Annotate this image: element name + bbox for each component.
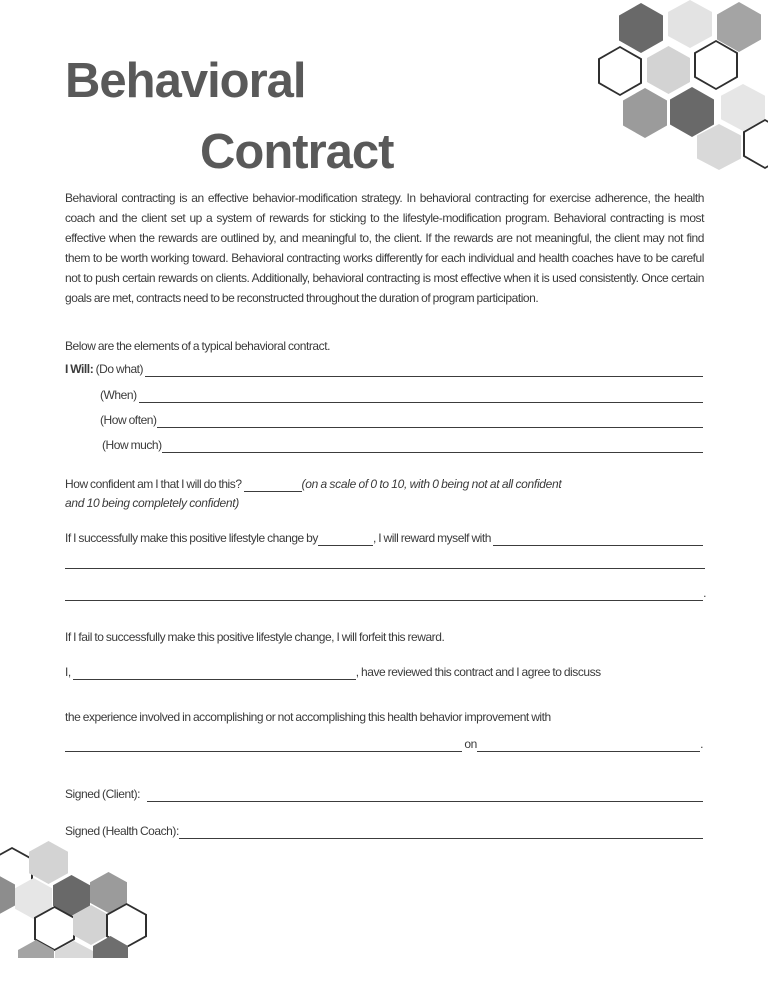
reward-continuation-line-1 [65,568,705,569]
confidence-scale-note-line2: and 10 being completely confident) [65,496,239,510]
reward-blank-line [493,544,703,546]
confidence-blank-line [244,490,302,492]
hexagon-decoration [623,88,667,138]
signed-client-line [147,800,703,802]
hexagon-decoration [697,124,741,170]
on-label: on [462,737,477,751]
how-often-label: (How often) [100,413,157,427]
reward-row [65,529,703,546]
do-what-blank-line [145,375,703,377]
hexagon-decoration [647,46,690,94]
do-what-label: (Do what) [93,362,146,376]
document-title-line2: Contract [200,125,394,179]
confidence-question: How confident am I that I will do this? [65,477,242,491]
when-label: (When) [100,388,140,402]
hexagon-decoration [598,46,642,96]
discuss-with-blank-line [65,750,462,752]
on-date-blank-line [477,750,700,752]
how-often-row [100,411,703,428]
i-will-label: I Will: [65,362,94,376]
reward-continuation-line-2 [65,599,703,601]
how-often-blank-line [157,426,703,428]
review-row [65,663,703,680]
experience-text: the experience involved in accomplishing or not accomplishing this health behavior improvement with [65,710,551,724]
on-row [65,735,703,752]
document-title-line1: Behavioral [65,54,306,108]
signed-client-label: Signed (Client): [65,787,143,801]
review-period: . [700,737,703,751]
hexagon-decoration [670,87,714,137]
intro-subtext: Below are the elements of a typical behavioral contract. [65,339,330,353]
review-prefix: I, [65,665,71,679]
reward-continuation-row [65,584,706,601]
when-row [100,386,703,403]
reward-middle: , I will reward myself with [372,531,494,545]
hex-cluster-top-right [590,0,768,172]
signed-coach-label: Signed (Health Coach): [65,824,179,838]
when-blank-line [139,401,703,403]
review-suffix: , have reviewed this contract and I agree to discuss [355,665,601,679]
confidence-scale-note: (on a scale of 0 to 10, with 0 being not at all confident [301,477,562,491]
signed-coach-line [179,837,703,839]
review-name-blank-line [73,678,356,680]
signed-client-row [65,785,703,802]
intro-paragraph: Behavioral contracting is an effective behavior-modification strategy. In behavioral contracting for exercise adherence, the health coach and the client set up a system of rewards for sticking to the lifestyle-modification program. Behavioral contracting is most effective when the rewards are outlined by, and meaningful to, the client. If the rewards are not meaningful, the client may not find them to be worth working toward. Behavioral contracting works differently for each individual and health coaches have to be careful not to push certain rewards on clients. Additionally, behavioral contracting is most effective when it is used consistently. Once certain goals are met, contracts need to be reconstructed throughout the duration of program participation. [65,191,704,305]
forfeit-text: If I fail to successfully make this positive lifestyle change, I will forfeit this reward. [65,630,445,644]
hexagon-decoration [619,3,663,53]
hexagon-decoration [668,0,712,48]
hex-cluster-bottom-left [0,840,148,958]
how-much-row [102,436,703,453]
reward-period: . [703,586,706,600]
how-much-blank-line [162,451,703,453]
i-will-row [65,360,703,377]
signed-coach-row [65,822,703,839]
reward-date-blank-line [318,544,373,546]
reward-prefix: If I successfully make this positive lifestyle change by [65,531,318,545]
confidence-row [65,475,703,492]
how-much-label: (How much) [102,438,162,452]
hexagon-decoration [29,841,68,884]
